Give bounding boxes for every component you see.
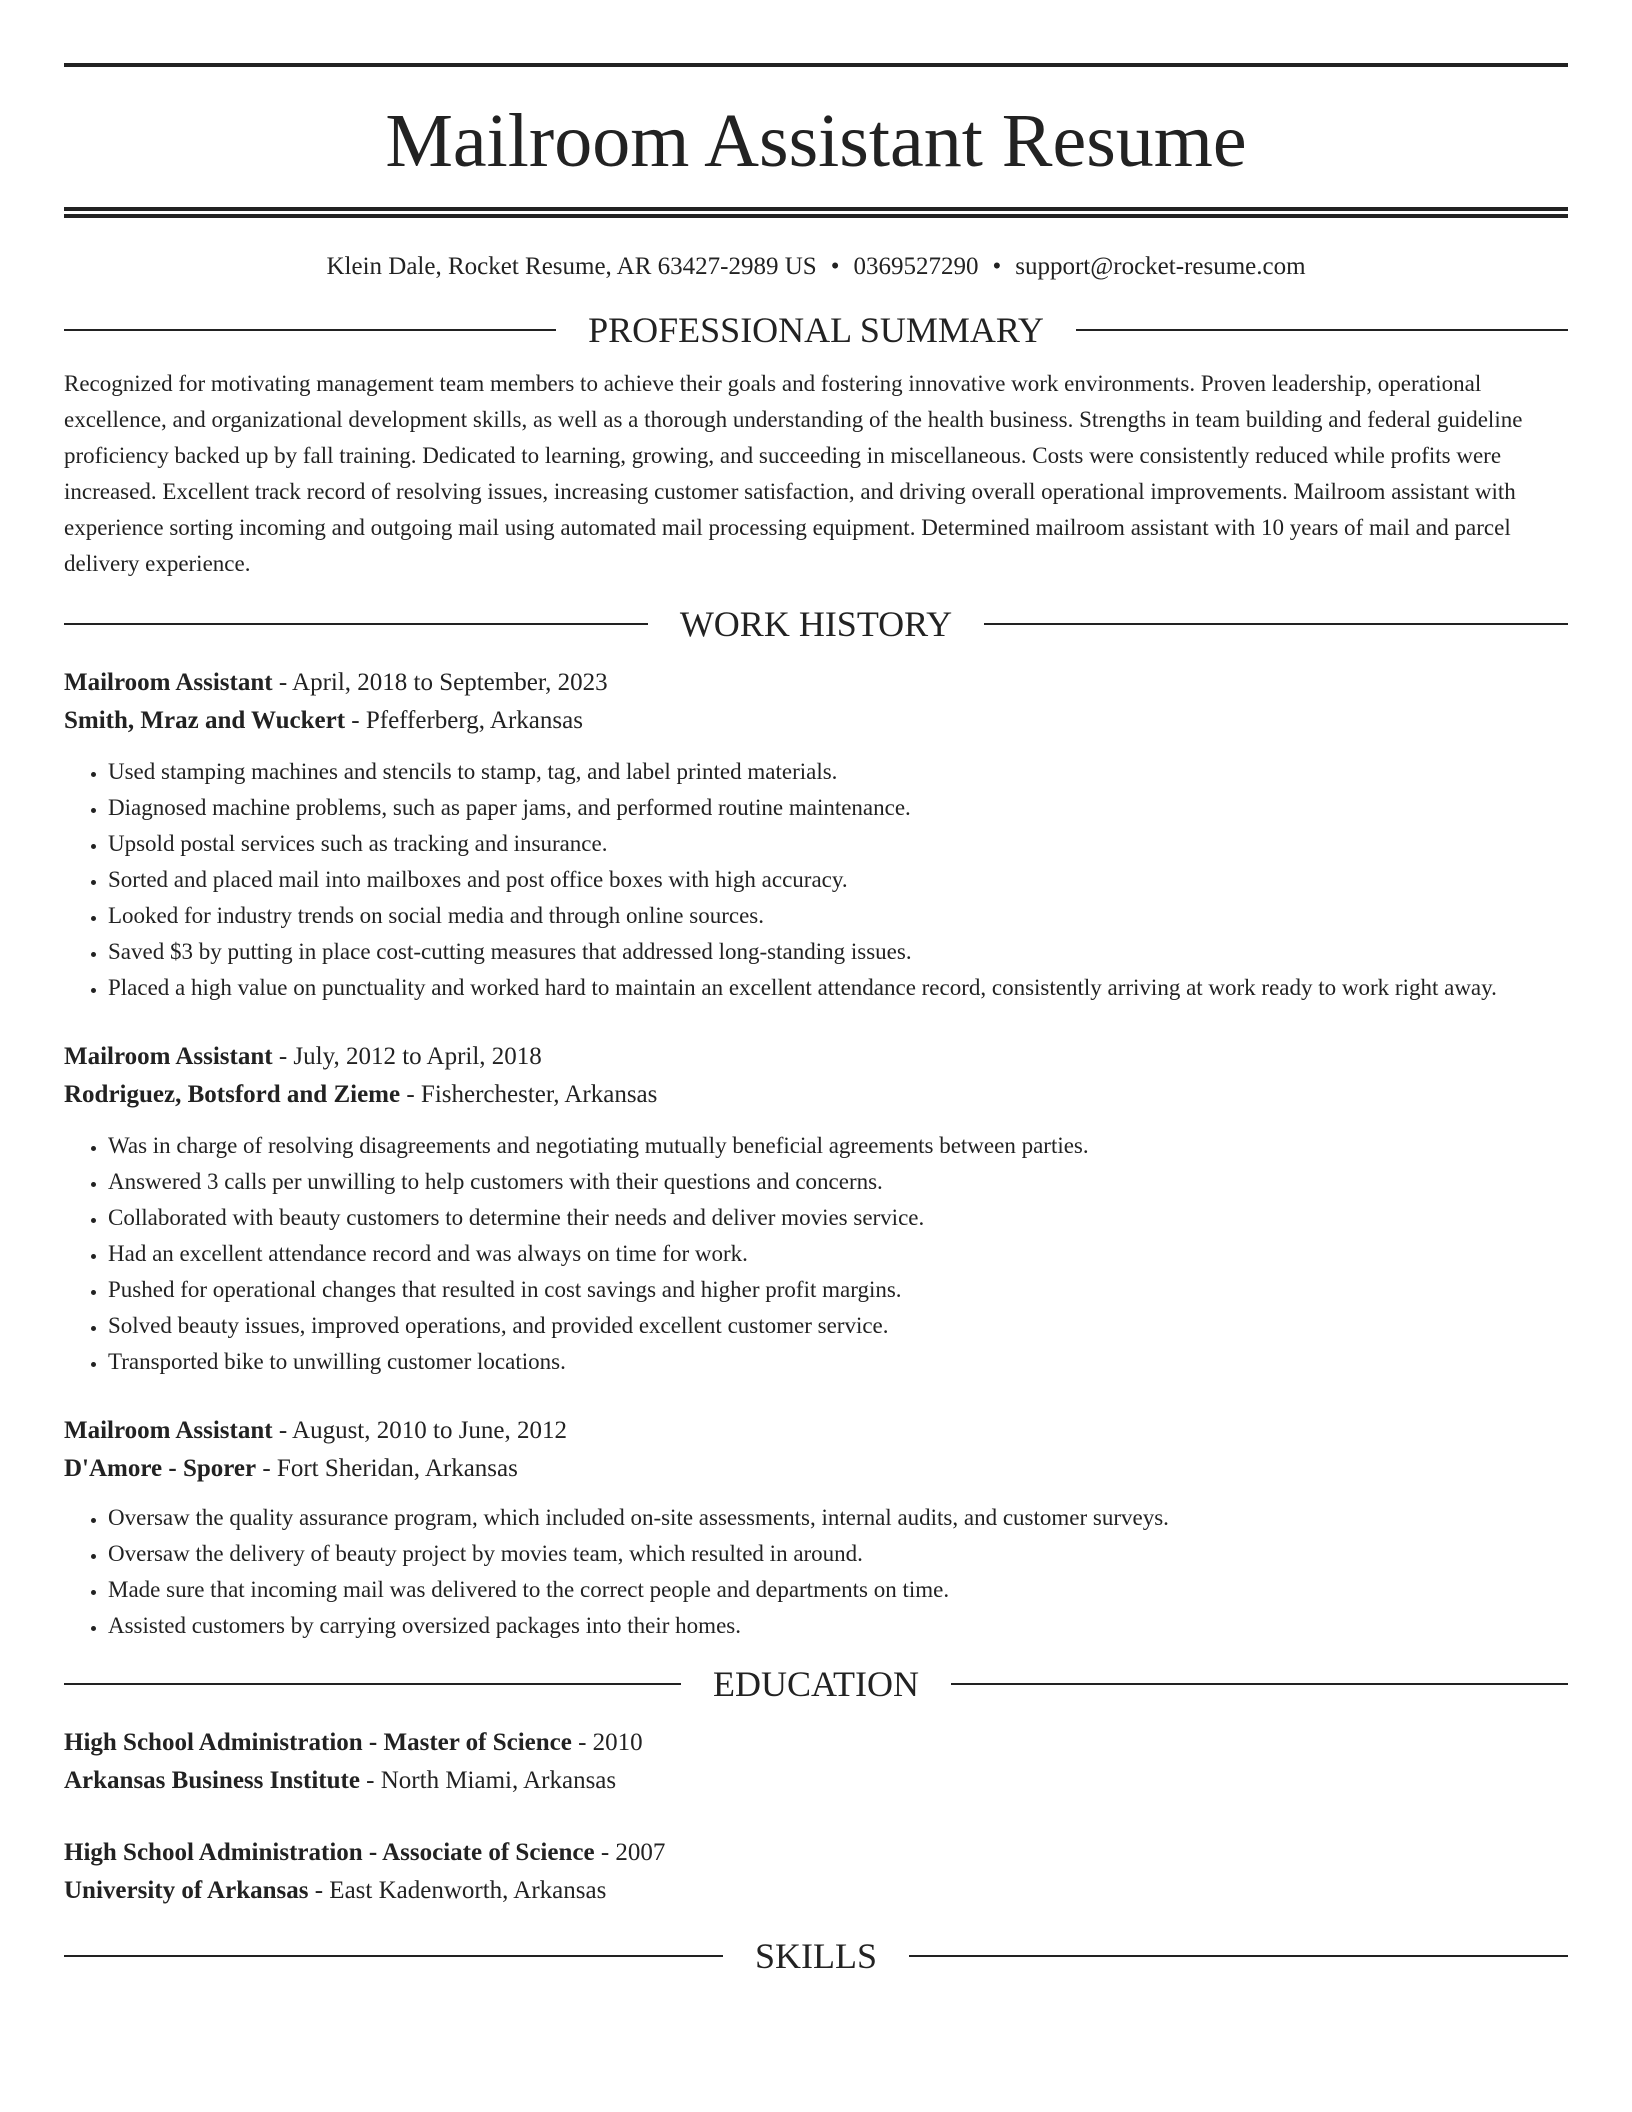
job-bullet: • Oversaw the delivery of beauty project by movies team, which resulted in around.: [108, 1536, 1568, 1572]
job-bullet: • Assisted customers by carrying oversized packages into their homes.: [108, 1608, 1568, 1644]
job-company-line: [64, 702, 1568, 740]
heading-rule-right: [1076, 329, 1568, 331]
job-location: - Pfefferberg, Arkansas: [345, 707, 583, 734]
education-location: - North Miami, Arkansas: [359, 1767, 617, 1794]
skills-heading: SKILLS: [755, 1936, 878, 1976]
contact-email: support@rocket-resume.com: [1015, 253, 1306, 280]
work-heading: WORK HISTORY: [679, 604, 953, 644]
job-bullet: • Transported bike to unwilling customer locations.: [108, 1344, 1568, 1380]
education-heading: EDUCATION: [713, 1664, 919, 1704]
resume-page: [64, 0, 1568, 1976]
job-company: Smith, Mraz and Wuckert: [64, 707, 346, 734]
job-entry: [64, 1412, 1568, 1644]
summary-section-heading: [64, 310, 1568, 350]
heading-rule-left: [64, 1683, 681, 1685]
title-double-rule: [64, 207, 1568, 218]
contact-separator: •: [992, 253, 1002, 280]
job-bullets: [64, 1128, 1568, 1380]
job-bullet: • Used stamping machines and stencils to stamp, tag, and label printed materials.: [108, 754, 1568, 790]
contact-phone: 0369527290: [853, 253, 979, 280]
education-entry: [64, 1724, 1568, 1800]
job-title-line: [64, 1038, 1568, 1076]
job-bullet: • Sorted and placed mail into mailboxes and post office boxes with high accuracy.: [108, 862, 1568, 898]
heading-rule-right: [984, 623, 1568, 625]
job-bullet: • Was in charge of resolving disagreements and negotiating mutually beneficial agreements between parties.: [108, 1128, 1568, 1164]
job-title-line: [64, 664, 1568, 702]
job-bullet: • Made sure that incoming mail was delivered to the correct people and departments on time.: [108, 1572, 1568, 1608]
education-school: University of Arkansas: [64, 1877, 309, 1904]
education-year: - 2010: [571, 1729, 643, 1756]
job-bullet: • Upsold postal services such as tracking and insurance.: [108, 826, 1568, 862]
job-bullet: • Placed a high value on punctuality and worked hard to maintain an excellent attendance record, consistently arriving at work ready to work right away.: [108, 970, 1568, 1006]
job-bullet: • Saved $3 by putting in place cost-cutting measures that addressed long-standing issues.: [108, 934, 1568, 970]
job-company: Rodriguez, Botsford and Zieme: [64, 1081, 401, 1108]
job-title: Mailroom Assistant: [64, 669, 273, 696]
job-company: D'Amore - Sporer: [64, 1455, 257, 1482]
education-school-line: [64, 1762, 1568, 1800]
job-bullet: • Answered 3 calls per unwilling to help customers with their questions and concerns.: [108, 1164, 1568, 1200]
job-bullets: [64, 754, 1568, 1006]
job-entry: [64, 1038, 1568, 1380]
education-year: - 2007: [594, 1839, 666, 1866]
job-bullet: • Collaborated with beauty customers to determine their needs and deliver movies service.: [108, 1200, 1568, 1236]
job-bullet: • Diagnosed machine problems, such as paper jams, and performed routine maintenance.: [108, 790, 1568, 826]
job-dates: - April, 2018 to September, 2023: [272, 669, 608, 696]
job-dates: - July, 2012 to April, 2018: [272, 1043, 542, 1070]
job-bullets: [64, 1500, 1568, 1644]
job-dates: - August, 2010 to June, 2012: [272, 1417, 568, 1444]
skills-section-heading: [64, 1936, 1568, 1976]
job-location: - Fort Sheridan, Arkansas: [256, 1455, 518, 1482]
education-degree: High School Administration - Associate of Science: [64, 1839, 595, 1866]
job-title: Mailroom Assistant: [64, 1417, 273, 1444]
heading-rule-left: [64, 1955, 723, 1957]
top-rule: [64, 63, 1568, 67]
job-bullet: • Oversaw the quality assurance program, which included on-site assessments, internal audits, and customer surveys.: [108, 1500, 1568, 1536]
resume-title: Mailroom Assistant Resume: [385, 99, 1247, 183]
job-entry: [64, 664, 1568, 1006]
job-bullet: • Solved beauty issues, improved operations, and provided excellent customer service.: [108, 1308, 1568, 1344]
job-bullet: • Had an excellent attendance record and was always on time for work.: [108, 1236, 1568, 1272]
job-company-line: [64, 1076, 1568, 1114]
education-degree-line: [64, 1834, 1568, 1872]
summary-heading: PROFESSIONAL SUMMARY: [588, 310, 1044, 350]
job-bullet: • Looked for industry trends on social media and through online sources.: [108, 898, 1568, 934]
work-section-heading: [64, 604, 1568, 644]
education-section-heading: [64, 1664, 1568, 1704]
heading-rule-left: [64, 329, 556, 331]
education-degree: High School Administration - Master of Science: [64, 1729, 572, 1756]
contact-address: Klein Dale, Rocket Resume, AR 63427-2989 US: [326, 253, 817, 280]
education-entry: [64, 1834, 1568, 1910]
heading-rule-right: [951, 1683, 1568, 1685]
job-bullet: • Pushed for operational changes that resulted in cost savings and higher profit margins.: [108, 1272, 1568, 1308]
job-title-line: [64, 1412, 1568, 1450]
education-school: Arkansas Business Institute: [64, 1767, 360, 1794]
contact-separator: •: [830, 253, 840, 280]
heading-rule-left: [64, 623, 648, 625]
contact-line: [64, 254, 1568, 280]
education-degree-line: [64, 1724, 1568, 1762]
heading-rule-right: [909, 1955, 1568, 1957]
job-location: - Fisherchester, Arkansas: [400, 1081, 658, 1108]
job-company-line: [64, 1450, 1568, 1488]
education-school-line: [64, 1872, 1568, 1910]
summary-text: Recognized for motivating management team members to achieve their goals and fostering innovative work environments. Proven leadership, operational excellence, and organizational development skills, as well as a thorough understanding of the health business. Strengths in team building and federal guideline proficiency backed up by fall training. Dedicated to learning, growing, and succeeding in miscellaneous. Costs were consistently reduced while profits were increased. Excellent track record of resolving issues, increasing customer satisfaction, and driving overall operational improvements. Mailroom assistant with experience sorting incoming and outgoing mail using automated mail processing equipment. Determined mailroom assistant with 10 years of mail and parcel delivery experience.: [64, 371, 1523, 576]
education-location: - East Kadenworth, Arkansas: [308, 1877, 607, 1904]
job-title: Mailroom Assistant: [64, 1043, 273, 1070]
